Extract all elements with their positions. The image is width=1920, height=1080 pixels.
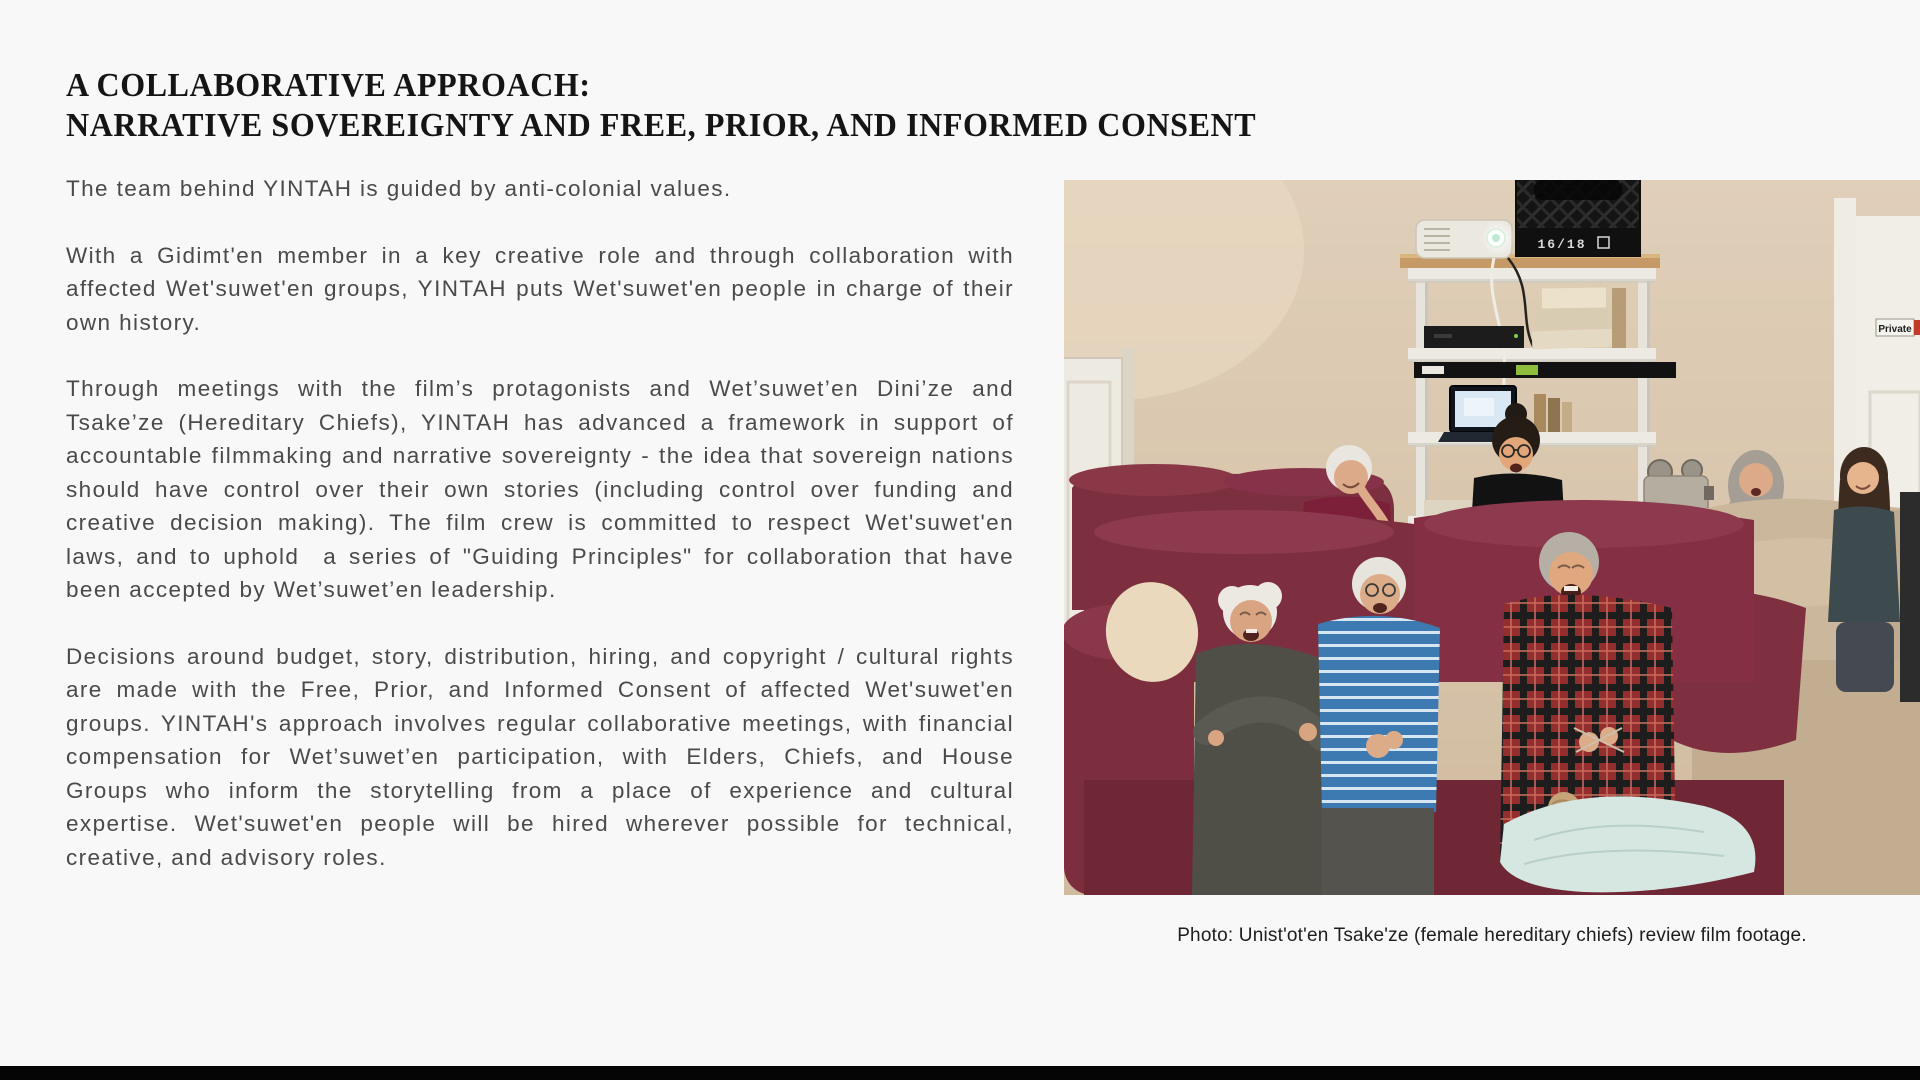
photo-illustration — [1064, 180, 1920, 895]
page-title-line2: NARRATIVE SOVEREIGNTY AND FREE, PRIOR, AND INFORMED CONSENT — [66, 105, 1257, 144]
photo-caption: Photo: Unist'ot'en Tsake'ze (female hereditary chiefs) review film footage. — [1177, 925, 1807, 946]
paragraph-4: Decisions around budget, story, distribution, hiring, and copyright / cultural rights are made with the Free, Prior, and Informed Consent of affected Wet'suwet'en groups. YINTAH's approach involves regular collaborative meetings, with financial compensation for Wet’suwet’en participation, with Elders, Chiefs, and House Groups who inform the storytelling from a place of experience and cultural expertise. Wet'suwet'en people will be hired wherever possible for technical, creative, and advisory roles. — [66, 643, 1022, 870]
office-chair — [1900, 492, 1920, 702]
photo — [1064, 180, 1920, 895]
paragraph-1: The team behind YINTAH is guided by anti-colonial values. — [66, 176, 732, 201]
article-body — [66, 172, 1022, 907]
paragraph-3: Through meetings with the film’s protagonists and Wet’suwet’en Dini’ze and Tsake’ze (Hereditary Chiefs), YINTAH has advanced a framework in support of accountable filmmaking and narrative sovereignty - the idea that sovereign nations should have control over their own stories (including control over funding and creative decision making). The film crew is committed to respect Wet'suwet'en laws, and to uphold a series of "Guiding Principles" for collaboration that have been accepted by Wet’suwet’en leadership. — [66, 376, 1022, 602]
photo-figure — [1064, 180, 1920, 946]
milk-crate — [1516, 180, 1640, 256]
soundbar — [1414, 362, 1676, 378]
paragraph-2: With a Gidimt'en member in a key creative role and through collaboration with affected Wet'suwet'en groups, YINTAH puts Wet'suwet'en people in charge of their own history. — [66, 242, 1022, 335]
page-title — [66, 64, 1256, 145]
private-sign — [1876, 319, 1920, 336]
video-projector — [1416, 220, 1515, 258]
page-title-line1: A COLLABORATIVE APPROACH: — [66, 65, 591, 104]
bottom-bar — [0, 1066, 1920, 1080]
svg-text:16/18: 16/18 — [1537, 237, 1587, 252]
svg-text:Private: Private — [1878, 324, 1912, 335]
light-blue-cloth — [1500, 796, 1755, 892]
